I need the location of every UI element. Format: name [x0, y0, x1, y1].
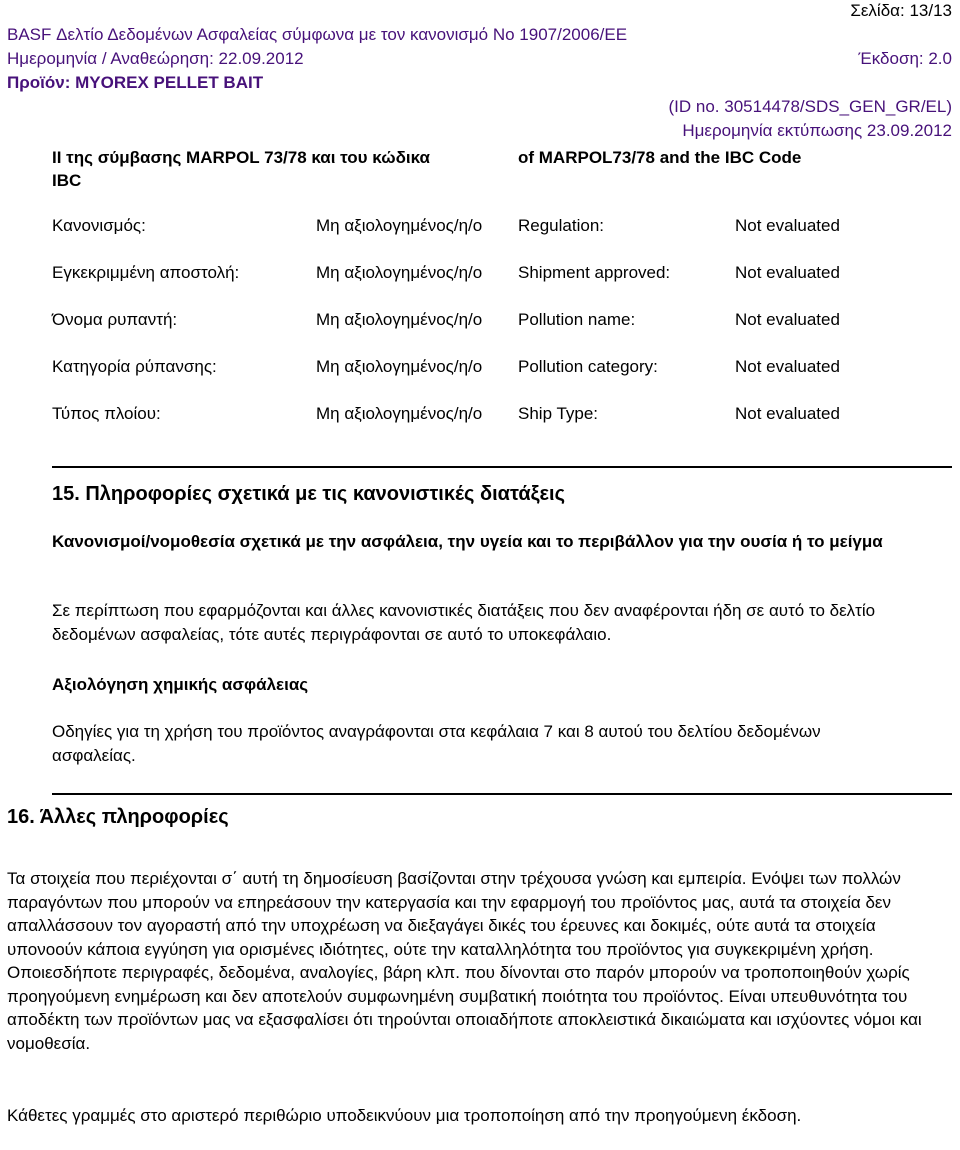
section-16-paragraph: Τα στοιχεία που περιέχονται σ΄ αυτή τη δημοσίευση βασίζονται στην τρέχουσα γνώση και εμπειρία. Ενόψει των πολλών παραγόντων που μπορούν να επηρεάσουν την κατεργασία και την εφαρμογή του προϊόντος μας, αυτά τα στοιχεία δεν απαλλάσσουν τον αγοραστή από την υποχρέωση να διεξαγάγει δικές του έρευνες και δοκιμές, ούτε αυτά τα στοιχεία υπονοούν κάποια εγγύηση για ορισμένες ιδιότητες, ούτε την καταλληλότητα του προϊόντος για συγκεκριμένη χρήση. Οποιεσδήποτε περιγραφές, δεδομένα, αναλογίες, βάρη κλπ. που δίνονται στο παρόν μπορούν να τροποποιηθούν χωρίς προηγούμενη ενημέρωση και δεν αποτελούν συμφωνημένη συμβατική ποιότητα του προϊόντος. Είναι υπευθυνότητα του αποδέκτη των προϊόντων μας να εξασφαλίσει ότι τηρούνται οποιαδήποτε αποκλειστικά δικαιώματα και ισχύοντες νόμοι και νομοθεσία. [7, 869, 922, 1053]
row-shipment-en-value: Not evaluated [735, 263, 840, 282]
row-regulation-gr-label: Κανονισμός: [52, 216, 146, 235]
section-15-paragraph: Σε περίπτωση που εφαρμόζονται και άλλες κανονιστικές διατάξεις που δεν αναφέρονται ήδη σε αυτό το δελτίο δεδομένων ασφαλείας, τότε αυτές περιγράφονται σε αυτό το υποκεφάλαιο. [52, 601, 876, 644]
version: Έκδοση: 2.0 [858, 49, 952, 68]
row-ship-type-gr-label: Τύπος πλοίου: [52, 404, 161, 423]
row-shipment-en-label: Shipment approved: [518, 263, 671, 282]
row-pollution-name-gr-value: Μη αξιολογημένος/η/ο [316, 310, 483, 329]
row-pollution-name-en-label: Pollution name: [518, 310, 636, 329]
revision-date: Ημερομηνία / Αναθεώρηση: 22.09.2012 [7, 49, 304, 68]
row-pollution-category-en-label: Pollution category: [518, 357, 658, 376]
chemical-safety-title: Αξιολόγηση χημικής ασφάλειας [52, 675, 309, 694]
row-pollution-name-en-value: Not evaluated [735, 310, 840, 329]
chemical-safety-paragraph: Οδηγίες για τη χρήση του προϊόντος αναγράφονται στα κεφάλαια 7 και 8 αυτού του δελτίου δεδομένων ασφαλείας. [52, 722, 821, 765]
section-15-subtitle: Κανονισμοί/νομοθεσία σχετικά με την ασφάλεια, την υγεία και το περιβάλλον για την ουσία ή το μείγμα [52, 532, 883, 551]
page-number: Σελίδα: 13/13 [850, 1, 952, 20]
row-pollution-category-en-value: Not evaluated [735, 357, 840, 376]
row-ship-type-en-label: Ship Type: [518, 404, 599, 423]
row-regulation-en-label: Regulation: [518, 216, 605, 235]
row-ship-type-en-value: Not evaluated [735, 404, 840, 423]
section-16-title: 16. Άλλες πληροφορίες [7, 806, 229, 828]
section-15-rule [52, 466, 952, 468]
product-line [7, 73, 263, 93]
row-shipment-gr-label: Εγκεκριμμένη αποστολή: [52, 263, 240, 282]
row-shipment-gr-value: Μη αξιολογημένος/η/ο [316, 263, 483, 282]
marpol-heading-gr: II της σύμβασης MARPOL 73/78 και του κώδικα IBC [52, 148, 430, 190]
row-regulation-gr-value: Μη αξιολογημένος/η/ο [316, 216, 483, 235]
row-ship-type-gr-value: Μη αξιολογημένος/η/ο [316, 404, 483, 423]
document-id: (ID no. 30514478/SDS_GEN_GR/EL) [668, 97, 952, 116]
row-pollution-name-gr-label: Όνομα ρυπαντή: [52, 310, 178, 329]
row-pollution-category-gr-label: Κατηγορία ρύπανσης: [52, 357, 217, 376]
row-pollution-category-gr-value: Μη αξιολογημένος/η/ο [316, 357, 483, 376]
section-16-rule [52, 793, 952, 795]
product-label: Προϊόν: [7, 73, 71, 92]
print-date: Ημερομηνία εκτύπωσης 23.09.2012 [682, 121, 952, 140]
marpol-heading-en: of MARPOL73/78 and the IBC Code [518, 148, 802, 167]
section-15-title: 15. Πληροφορίες σχετικά με τις κανονιστικές διατάξεις [52, 483, 565, 505]
revision-note: Κάθετες γραμμές στο αριστερό περιθώριο υποδεικνύουν μια τροποποίηση από την προηγούμενη έκδοση. [7, 1106, 802, 1125]
row-regulation-en-value: Not evaluated [735, 216, 840, 235]
sds-title-line: BASF Δελτίο Δεδομένων Ασφαλείας σύμφωνα με τον κανονισμό Νο 1907/2006/ΕΕ [7, 25, 628, 44]
product-name: MYOREX PELLET BAIT [75, 73, 264, 92]
